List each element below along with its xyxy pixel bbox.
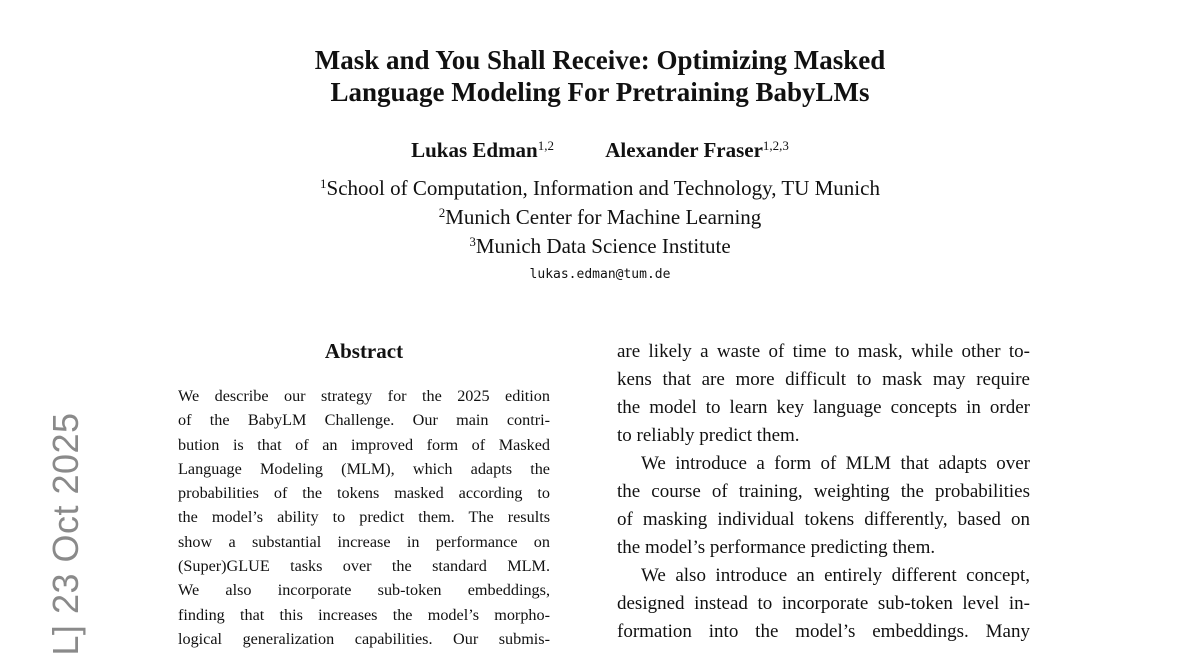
body-line: are likely a waste of time to mask, while other to- xyxy=(617,341,1030,362)
body-line: the course of training, weighting the probabilities xyxy=(617,481,1030,502)
abstract-line: We also incorporate sub-token embeddings, xyxy=(178,581,550,600)
abstract-line: (Super)GLUE tasks over the standard MLM. xyxy=(178,557,550,576)
body-line: kens that are more difficult to mask may require xyxy=(617,369,1030,390)
affiliation-3-text: Munich Data Science Institute xyxy=(475,234,731,258)
body-line: to reliably predict them. xyxy=(617,425,800,446)
body-paragraph-3 xyxy=(617,562,1030,646)
author-1-name: Lukas Edman xyxy=(411,138,538,162)
affiliation-1-text: School of Computation, Information and Technology, TU Munich xyxy=(326,176,880,200)
arxiv-stamp: L] 23 Oct 2025 xyxy=(45,412,86,656)
body-line: the model’s performance predicting them. xyxy=(617,537,936,558)
abstract-line: Language Modeling (MLM), which adapts the xyxy=(178,459,550,478)
abstract-line: the model’s ability to predict them. The results xyxy=(178,508,550,527)
abstract-line: logical generalization capabilities. Our submis- xyxy=(178,629,550,648)
author-2-affil: 1,2,3 xyxy=(762,138,789,153)
body-line: We introduce a form of MLM that adapts over xyxy=(641,453,1030,474)
body-line: of masking individual tokens differently, based on xyxy=(617,509,1030,530)
abstract-line: finding that this increases the model’s morpho- xyxy=(178,605,550,624)
body-line: formation into the model’s embeddings. Many xyxy=(617,621,1030,642)
abstract-line: show a substantial increase in performance on xyxy=(178,532,550,551)
abstract-body xyxy=(178,384,550,651)
affiliation-2-text: Munich Center for Machine Learning xyxy=(445,205,762,229)
title-line-2: Language Modeling For Pretraining BabyLMs xyxy=(330,77,870,107)
affiliation-2-mark: 2 xyxy=(438,205,446,220)
author-2 xyxy=(605,136,789,164)
author-1-affil: 1,2 xyxy=(537,138,554,153)
author-list xyxy=(0,136,1200,164)
body-line: We also introduce an entirely different concept, xyxy=(641,565,1030,586)
body-text-column xyxy=(617,338,1030,646)
affiliation-3 xyxy=(0,232,1200,261)
affiliation-2 xyxy=(0,203,1200,232)
abstract-line: of the BabyLM Challenge. Our main contri- xyxy=(178,411,550,430)
paper-title xyxy=(0,44,1200,108)
author-1 xyxy=(411,136,554,164)
affiliations xyxy=(0,174,1200,261)
author-email[interactable]: lukas.edman@tum.de xyxy=(529,267,671,282)
author-2-name: Alexander Fraser xyxy=(605,138,763,162)
abstract-line: bution is that of an improved form of Masked xyxy=(178,435,550,454)
affiliation-1-mark: 1 xyxy=(320,176,327,191)
body-paragraph-1 xyxy=(617,338,1030,450)
body-paragraph-2 xyxy=(617,450,1030,562)
body-line: designed instead to incorporate sub-token level in- xyxy=(617,593,1030,614)
abstract-line: We describe our strategy for the 2025 edition xyxy=(178,387,550,405)
affiliation-3-mark: 3 xyxy=(469,234,476,249)
affiliation-1 xyxy=(0,174,1200,203)
title-line-1: Mask and You Shall Receive: Optimizing Masked xyxy=(314,45,886,75)
abstract-heading: Abstract xyxy=(324,339,404,363)
abstract-line: probabilities of the tokens masked according to xyxy=(178,484,550,503)
body-line: the model to learn key language concepts in order xyxy=(617,397,1030,418)
